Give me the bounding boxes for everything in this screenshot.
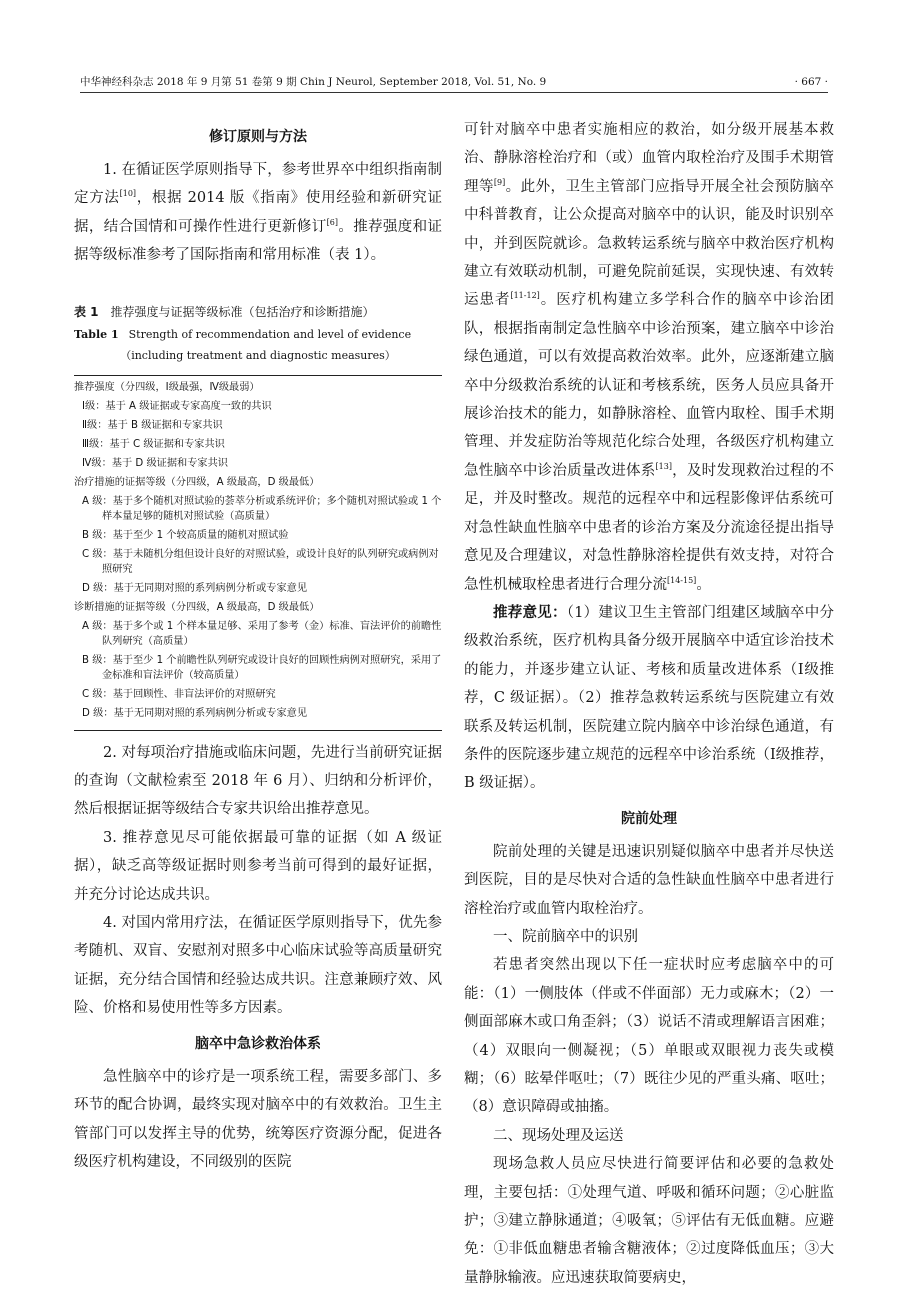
paragraph-4: 4. 对国内常用疗法，在循证医学原则指导下，优先参考随机、双盲、安慰剂对照多中心临床试验等高质量研究证据，充分结合国情和经验达成共识。注意兼顾疗效、风险、价格和易使用性等多方因素。	[74, 915, 442, 1017]
paragraph-onsite: 现场急救人员应尽快进行简要评估和必要的急救处理，主要包括：①处理气道、呼吸和循环问题；②心脏监护；③建立静脉通道；④吸氧；⑤评估有无低血糖。应避免：①非低血糖患者输含糖液体；②过度降低血压；③大量静脉输液。应迅速获取简要病史，	[464, 1156, 834, 1286]
table-caption-english-line2: （including treatment and diagnostic measures）	[120, 348, 396, 362]
paragraph-2: 2. 对每项治疗措施或临床问题，先进行当前研究证据的查询（文献检索至 2018 年 6 月）、归纳和分析评价，然后根据证据等级结合专家共识给出推荐意见。	[74, 744, 442, 818]
journal-citation: 中华神经科杂志 2018 年 9 月第 51 卷第 9 期 Chin J Neurol, September 2018, Vol. 51, No. 9	[80, 76, 547, 88]
evidence-table	[74, 375, 442, 731]
citation-ref: [14-15]	[667, 575, 697, 585]
citation-ref: [13]	[655, 462, 672, 472]
paragraph-5: 急性脑卒中的诊疗是一项系统工程，需要多部门、多环节的配合协调，最终实现对脑卒中的有效救治。卫生主管部门可以发挥主导的优势，统筹医疗资源分配，促进各级医疗机构建设，不同级别的医院	[74, 1068, 442, 1170]
running-header	[80, 74, 828, 93]
table-row: 诊断措施的证据等级（分四级，A 级最高，D 级最低）	[74, 601, 320, 613]
table-row: D 级：基于无同期对照的系列病例分析或专家意见	[82, 707, 308, 719]
table-row: Ⅰ级：基于 A 级证据或专家高度一致的共识	[82, 400, 272, 412]
citation-ref: [6]	[326, 217, 338, 227]
subsection-title-onsite: 二、现场处理及运送	[493, 1127, 624, 1144]
subsection-title-recognition: 一、院前脑卒中的识别	[493, 928, 638, 945]
citation-ref: [11-12]	[510, 291, 540, 301]
table-row: A 级：基于多个或 1 个样本量足够、采用了参考（金）标准、盲法评价的前瞻性队列研究（高质量）	[82, 620, 442, 647]
recommendation-paragraph: 推荐意见：（1）建议卫生主管部门组建区域脑卒中分级救治系统，医疗机构具备分级开展脑卒中适宜诊治技术的能力，并逐步建立认证、考核和质量改进体系（Ⅰ级推荐，C 级证据）。（2）推荐急救转运系统与医院建立有效联系及转运机制，医院建立院内脑卒中诊治绿色通道，有条件的医院逐步建立规范的远程卒中诊治系统（Ⅰ级推荐，B 级证据）。	[464, 604, 834, 792]
citation-ref: [10]	[119, 189, 137, 199]
table-row: Ⅱ级：基于 B 级证据和专家共识	[82, 419, 223, 431]
table-row: A 级：基于多个随机对照试验的荟萃分析或系统评价；多个随机对照试验或 1 个样本量足够的随机对照试验（高质量）	[82, 495, 442, 522]
table-row: Ⅲ级：基于 C 级证据和专家共识	[82, 438, 225, 450]
citation-ref: [9]	[493, 177, 506, 187]
table-row: B 级：基于至少 1 个前瞻性队列研究或设计良好的回顾性病例对照研究，采用了金标准和盲法评价（较高质量）	[82, 654, 442, 681]
table-row: 推荐强度（分四级，Ⅰ级最强，Ⅳ级最弱）	[74, 381, 260, 393]
table-row: D 级：基于无同期对照的系列病例分析或专家意见	[82, 582, 308, 594]
table-row: 治疗措施的证据等级（分四级，A 级最高，D 级最低）	[74, 476, 320, 488]
paragraph-symptoms: 若患者突然出现以下任一症状时应考虑脑卒中的可能：（1）一侧肢体（伴或不伴面部）无力或麻木；（2）一侧面部麻木或口角歪斜；（3）说话不清或理解语言困难；（4）双眼向一侧凝视；（5）单眼或双眼视力丧失或模糊；（6）眩晕伴呕吐；（7）既往少见的严重头痛、呕吐；（8）意识障碍或抽搐。	[464, 957, 834, 1116]
page-number: · 667 ·	[794, 76, 828, 88]
paragraph-1: 1. 在循证医学原则指导下，参考世界卒中组织指南制定方法[10]，根据 2014 版《指南》使用经验和新研究证据，结合国情和可操作性进行更新修订[6]。推荐强度和证据等级标准参考了国际指南和常用标准（表 1）。	[74, 162, 443, 264]
recommendation-label: 推荐意见：	[493, 604, 567, 621]
section-title-prehospital: 院前处理	[621, 810, 677, 827]
paragraph-3: 3. 推荐意见尽可能依据最可靠的证据（如 A 级证据），缺乏高等级证据时则参考当前可得到的最好证据，并充分讨论达成共识。	[74, 829, 442, 903]
table-row: B 级：基于至少 1 个较高质量的随机对照试验	[82, 529, 289, 541]
table-caption-english: Table 1 Strength of recommendation and level of evidence	[74, 327, 412, 341]
paragraph-prehospital: 院前处理的关键是迅速识别疑似脑卒中患者并尽快送到医院，目的是尽快对合适的急性缺血性脑卒中患者进行溶栓治疗或血管内取栓治疗。	[464, 843, 834, 917]
section-title-revision-principles: 修订原则与方法	[209, 129, 307, 145]
left-column	[74, 118, 442, 1176]
table-row: C 级：基于回顾性、非盲法评价的对照研究	[82, 688, 276, 700]
right-column	[464, 116, 834, 1292]
section-title-emergency-system: 脑卒中急诊救治体系	[195, 1035, 321, 1052]
table-caption-chinese: 表 1 推荐强度与证据等级标准（包括治疗和诊断措施）	[74, 304, 375, 319]
table-row: Ⅳ级：基于 D 级证据和专家共识	[82, 457, 228, 469]
table-row: C 级：基于未随机分组但设计良好的对照试验，或设计良好的队列研究或病例对照研究	[82, 548, 439, 575]
paragraph-continued: 可针对脑卒中患者实施相应的救治，如分级开展基本救治、静脉溶栓治疗和（或）血管内取栓治疗及围手术期管理等[9]。此外，卫生主管部门应指导开展全社会预防脑卒中科普教育，让公众提高对脑卒中的认识，能及时识别卒中，并到医院就诊。急救转运系统与脑卒中救治医疗机构建立有效联动机制，可避免院前延误，实现快速、有效转运患者[11-12]。医疗机构建立多学科合作的脑卒中诊治团队，根据指南制定急性脑卒中诊治预案，建立脑卒中诊治绿色通道，可以有效提高救治效率。此外，应逐渐建立脑卒中分级救治系统的认证和考核系统，医务人员应具备开展诊治技术的能力，如静脉溶栓、血管内取栓、围手术期管理、并发症防治等规范化综合处理，各级医疗机构建立急性脑卒中诊治质量改进体系[13]，及时发现救治过程的不足，并及时整改。规范的远程卒中和远程影像评估系统可对急性缺血性脑卒中患者的诊治方案及分流途径提出指导意见及合理建议，对急性静脉溶栓提供有效支持，对符合急性机械取栓患者进行合理分流[14-15]。	[464, 122, 835, 593]
